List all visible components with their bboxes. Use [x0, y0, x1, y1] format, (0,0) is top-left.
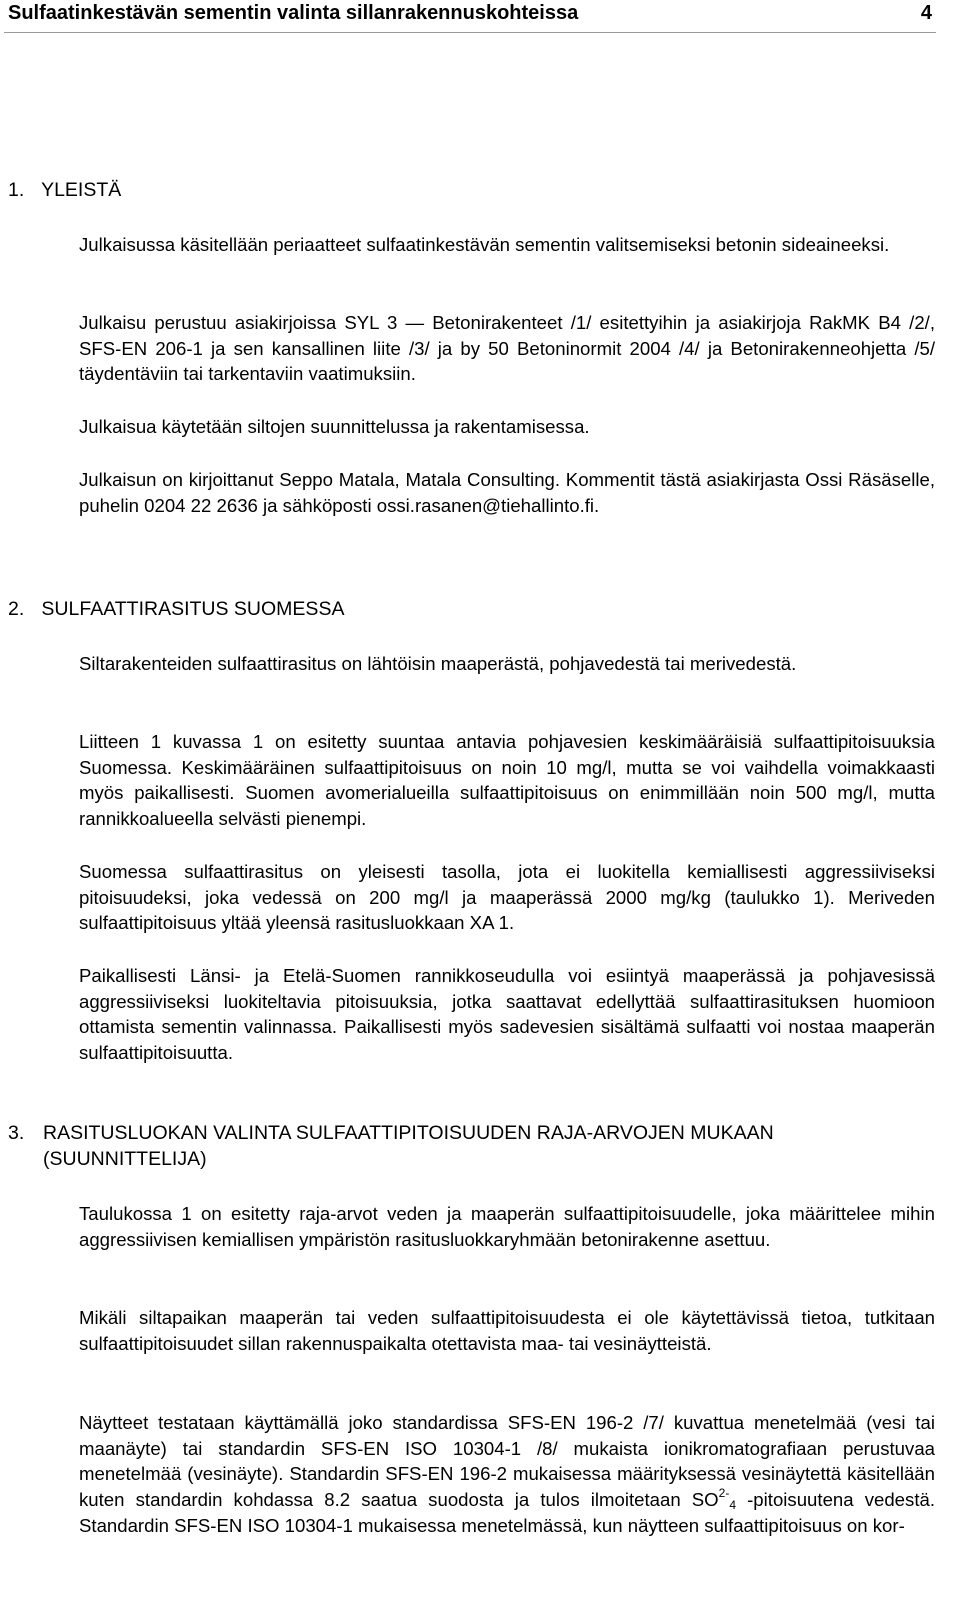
paragraph: Julkaisu perustuu asiakirjoissa SYL 3 — Betonirakenteet /1/ esitettyihin ja asiakirjoja RakMK B4 /2/, SFS-EN 206-1 ja sen kansallinen liite /3/ ja by 50 Betoninormit 2004 /4/ ja Betonirakenneohjetta /5/ täydentäviin tai tarkentaviin vaatimuksiin.	[79, 312, 935, 385]
page-number: 4	[920, 2, 932, 24]
paragraph: Julkaisun on kirjoittanut Seppo Matala, Matala Consulting. Kommentit tästä asiakirjasta Ossi Räsäselle, puhelin 0204 22 2636 ja sähköposti ossi.rasanen@tiehallinto.fi.	[79, 469, 935, 516]
paragraph: Taulukossa 1 on esitetty raja-arvot veden ja maaperän sulfaattipitoisuudelle, joka määrittelee mihin aggressiivisen kemiallisen ympäristön rasitusluokkaryhmään betonirakenne asettuu.	[79, 1203, 935, 1250]
section-title-continued: (SUUNNITTELIJA)	[43, 1147, 207, 1170]
paragraph: Liitteen 1 kuvassa 1 on esitetty suuntaa antavia pohjavesien keskimääräisiä sulfaattipitoisuuksia Suomessa. Keskimääräinen sulfaattipitoisuus on noin 10 mg/l, mutta se voi vaihdella voimakkaasti myös paikallisesti. Suomen avomerialueilla sulfaattipitoisuus on enimmillään noin 500 mg/l, mutta rannikkoalueella selvästi pienempi.	[79, 731, 935, 830]
section-title: RASITUSLUOKAN VALINTA SULFAATTIPITOISUUDEN RAJA-ARVOJEN MUKAAN	[43, 1122, 774, 1144]
document-title: Sulfaatinkestävän sementin valinta sillanrakennuskohteissa	[8, 2, 579, 24]
section-number: 3.	[8, 1122, 25, 1144]
page-header	[4, 0, 936, 33]
paragraph: Paikallisesti Länsi- ja Etelä-Suomen rannikkoseudulla voi esiintyä maaperässä ja pohjavesissä aggressiiviseksi luokiteltavia pitoisuuksia, jotka saattavat edellyttää sulfaattirasituksen huomioon ottamista sementin valinnassa. Paikallisesti myös sadevesien sisältämä sulfaatti voi nostaa maaperän sulfaattipitoisuutta.	[79, 965, 935, 1064]
section-heading-3	[8, 1121, 933, 1172]
subscript: 4	[729, 1498, 736, 1513]
section-heading-1	[8, 178, 933, 204]
paragraph-text: -pitoisuutena vedestä. Standardin SFS-EN ISO 10304-1 mukaisessa menetelmässä, kun näytteen sulfaattipitoisuus on kor-	[79, 1489, 935, 1536]
paragraph: Julkaisua käytetään siltojen suunnittelussa ja rakentamisessa.	[79, 416, 590, 437]
paragraph-text: Näytteet testataan käyttämällä joko standardissa SFS-EN 196-2 /7/ kuvattua menetelmää (vesi tai maanäyte) tai standardin SFS-EN ISO 10304-1 /8/ mukaista ionikromatografiaan perustuvaa menetelmää (vesinäyte). Standardin SFS-EN 196-2 mukaisessa määrityksessä vesinäytettä käsitellään kuten standardin kohdassa 8.2 saatua suodosta ja tulos ilmoitetaan SO	[79, 1412, 935, 1511]
section-heading-2	[8, 597, 933, 623]
section-number: 1.	[8, 179, 25, 201]
paragraph	[79, 1410, 935, 1539]
paragraph: Suomessa sulfaattirasitus on yleisesti tasolla, jota ei luokitella kemiallisesti aggressiiviseksi pitoisuudeksi, joka vedessä on 200 mg/l ja maaperässä 2000 mg/kg (taulukko 1). Meriveden sulfaattipitoisuus yltää yleensä rasitusluokkaan XA 1.	[79, 861, 935, 934]
superscript: 2-	[718, 1486, 730, 1501]
paragraph: Mikäli siltapaikan maaperän tai veden sulfaattipitoisuudesta ei ole käytettävissä tietoa, tutkitaan sulfaattipitoisuudet sillan rakennuspaikalta otettavista maa- tai vesinäytteistä.	[79, 1307, 935, 1354]
section-title: YLEISTÄ	[41, 179, 122, 201]
paragraph: Julkaisussa käsitellään periaatteet sulfaatinkestävän sementin valitsemiseksi betonin sideaineeksi.	[79, 234, 890, 255]
section-number: 2.	[8, 598, 25, 620]
paragraph: Siltarakenteiden sulfaattirasitus on lähtöisin maaperästä, pohjavedestä tai merivedestä.	[79, 653, 797, 674]
section-title: SULFAATTIRASITUS SUOMESSA	[41, 598, 345, 620]
